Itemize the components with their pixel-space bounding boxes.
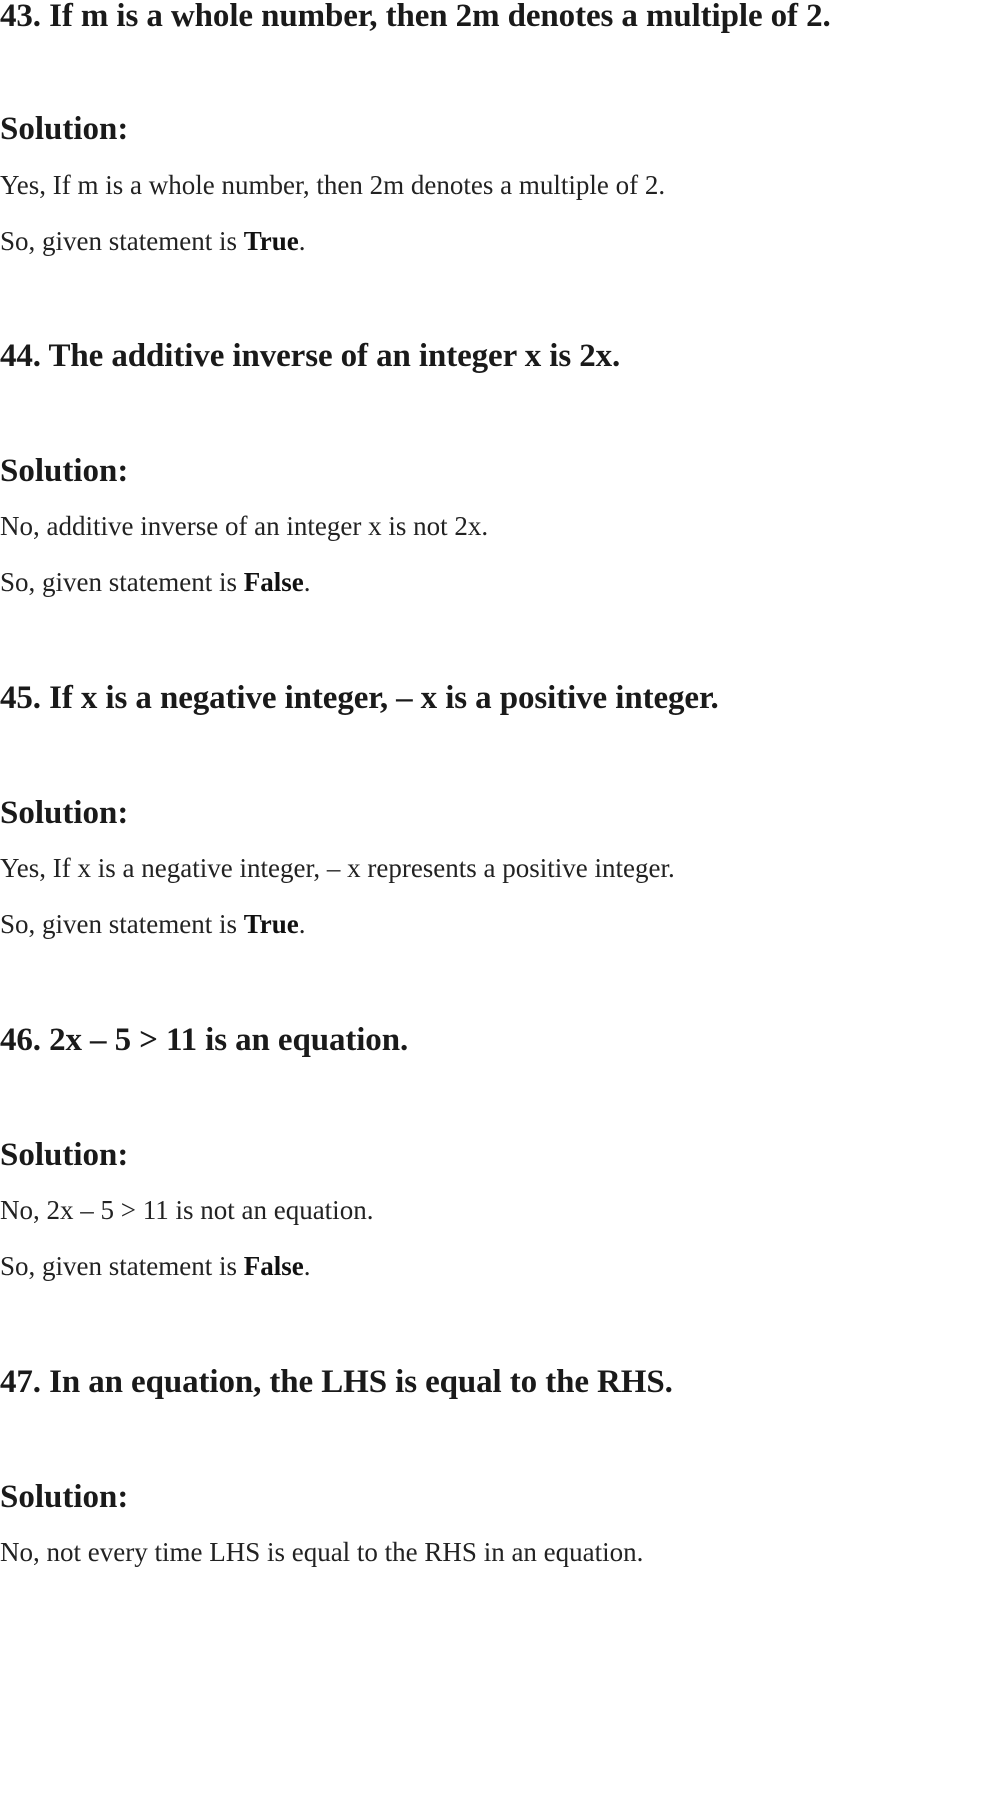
verdict-44: False	[243, 567, 304, 597]
question-47: 47. In an equation, the LHS is equal to the RHS.	[0, 1364, 673, 1400]
verdict-45: True	[243, 909, 299, 939]
question-46: 46. 2x – 5 > 11 is an equation.	[0, 1022, 409, 1058]
conclusion-46	[0, 1249, 310, 1283]
question-45: 45. If x is a negative integer, – x is a positive integer.	[0, 680, 719, 716]
conclusion-suffix: .	[298, 226, 306, 256]
conclusion-suffix: .	[303, 1251, 311, 1281]
conclusion-suffix: .	[303, 567, 311, 597]
conclusion-suffix: .	[298, 909, 306, 939]
answer-44: No, additive inverse of an integer x is not 2x.	[0, 511, 489, 541]
verdict-46: False	[243, 1251, 304, 1281]
solution-heading-43: Solution:	[0, 111, 129, 147]
question-43: 43. If m is a whole number, then 2m denotes a multiple of 2.	[0, 0, 831, 34]
answer-43: Yes, If m is a whole number, then 2m denotes a multiple of 2.	[0, 170, 666, 200]
solution-heading-47: Solution:	[0, 1479, 129, 1515]
solution-heading-45: Solution:	[0, 795, 129, 831]
conclusion-43	[0, 224, 305, 258]
conclusion-prefix: So, given statement is	[0, 567, 244, 597]
conclusion-44	[0, 565, 310, 599]
verdict-43: True	[243, 226, 299, 256]
conclusion-45	[0, 907, 305, 941]
question-44: 44. The additive inverse of an integer x is 2x.	[0, 338, 621, 374]
conclusion-prefix: So, given statement is	[0, 1251, 244, 1281]
solution-heading-44: Solution:	[0, 453, 129, 489]
conclusion-prefix: So, given statement is	[0, 226, 244, 256]
answer-45: Yes, If x is a negative integer, – x represents a positive integer.	[0, 853, 675, 883]
answer-47: No, not every time LHS is equal to the RHS in an equation.	[0, 1537, 644, 1567]
conclusion-prefix: So, given statement is	[0, 909, 244, 939]
solution-heading-46: Solution:	[0, 1137, 129, 1173]
answer-46: No, 2x – 5 > 11 is not an equation.	[0, 1195, 374, 1225]
